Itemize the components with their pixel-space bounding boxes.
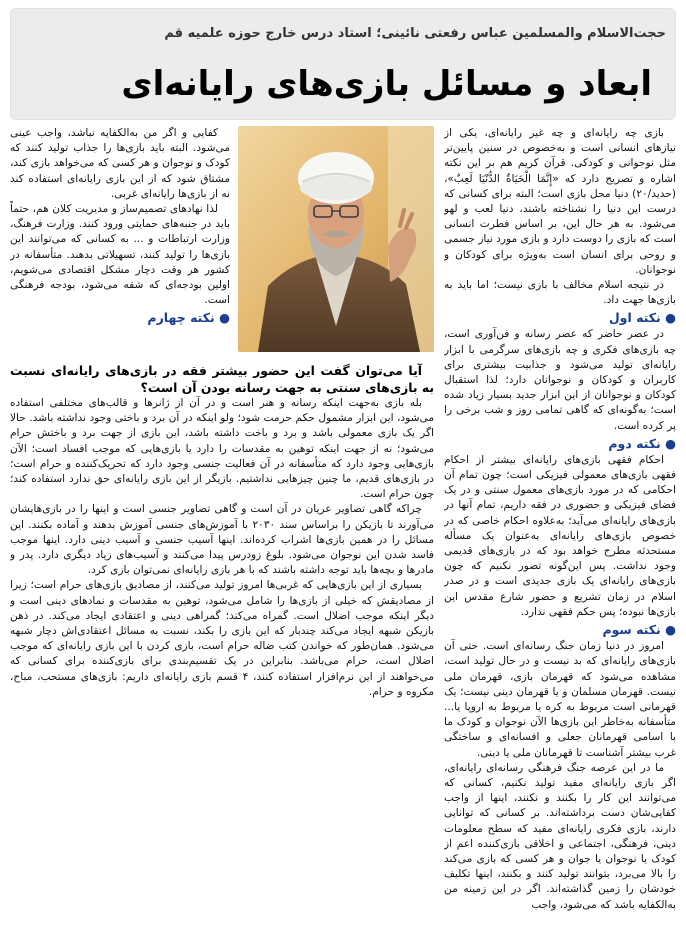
paragraph: بسیاری از این بازی‌هایی که غربی‌ها امروز تولید می‌کنند، از مصادیق بازی‌های حرام است؛ زیرا از مصادیقش که خیلی از بازی‌ها را شامل می‌شود، توهین به مقدسات و نمادهای دینی است و دیگر اینکه موجب اضلال است. گمراه می‌کند؛ گمراهی دینی و اعتقادی ایجاد می‌کند. در ذهن بازیکن شبهه ایجاد می‌کند چندبار که این بازی را بکند، نسبت به مسائل اعتقادی‌اش دچار شبهه می‌شود. همان‌طور که خواندن کتب ضاله حرام است، بازی کردن با این بازی رایانه‌ای که موجب اضلال است، حرام می‌باشد. بنابراین در یک تقسیم‌بندی برای بازی‌کننده برای کسانی که می‌خواهند از این نرم‌افزار استفاده کنند، ۴ قسم بازی رایانه‌ای داریم: بازی‌های مستحب، مباح، مکروه و حرام. <box>10 579 434 698</box>
right-column <box>444 126 676 944</box>
paragraph: لذا نهادهای تصمیم‌ساز و مدیریت کلان هم، حتماً باید در جنبه‌های حمایتی ورود کنند. وزارت فرهنگ، وزارت ارتباطات و ... به کسانی که می‌توانند این بازی‌ها را تولید کنند، تسهیلاتی بدهند. متأسفانه در کشور هر وقت دچار مشکل اقتصادی می‌شویم، اولین بودجه‌ای که شقه می‌شود، بودجه فرهنگی است. <box>10 203 230 307</box>
paragraph: بله بازی به‌جهت اینکه رسانه و هنر است و در آن از ژانرها و قالب‌های مختلفی استفاده می‌شود، این ابزار مشمول حکم حرمت شود؛ ولو اینکه در آن برد و باختی وجود نداشته باشد. حالا اگر یک بازی معمولی باشد و برد و باخت داشته باشد، این بازی از جهت برد و باختش حرام می‌شود؛ نه از جهت اینکه توهین به مقدسات را دارد یا بازی‌هایی که موجب افساد است؛ الآن بازی‌هایی وجود دارد که متأسفانه در آن فعالیت جنسی وجود دارد که تحریک‌کننده و حرام است؛ در بازی‌های قدیم، ما چنین چیزهایی نداشتیم. بازیگر از این بازی رایانه‌ای حق ندارد استفاده کند؛ چون حرام است. <box>10 397 434 501</box>
paragraph: چراکه گاهی تصاویر عریان در آن است و گاهی تصاویر جنسی است و اینها را در بازی‌هایشان می‌آورند تا بازیکن را براساس سند ۲۰۳۰ با آموزش‌های جنسی آموزش بدهند و آماده بکنند. این مسائل را در همین بازی‌ها اشراب کرده‌اند. اینها آسیب جنسی و آسیب دینی دارد. اینها موجب فاسد شدن این نوجوان می‌شود. بلوغ زودرس پیدا می‌کنند و آسیب‌های زیاد دیگری دارد. پدر و مادرها و بچه‌ها باید توجه داشته باشند که با هر بازی رایانه‌ای نمی‌توان بازی کرد. <box>10 503 434 577</box>
article-title: ابعاد و مسائل بازی‌های رایانه‌ای <box>121 64 652 104</box>
left-column <box>10 126 434 944</box>
portrait-photo-icon <box>238 126 434 352</box>
paragraph: کفایی و اگر من به‌الکفایه نباشد، واجب عینی می‌شود. البته باید بازی‌ها را جذاب تولید کنند که کودک و نوجوان و هر کسی که می‌خواهد بازی کند، مشتاق شود که از این بازی رایانه‌ای استفاده کند نه از بازی‌ها رایانه‌ای غربی. <box>10 127 230 200</box>
left-body-text <box>10 362 434 700</box>
section-heading-1: ● نکته اول <box>608 310 676 326</box>
interview-question: آیا می‌توان گفت این حضور بیشتر فقه در بازی‌های رایانه‌ای نسبت به بازی‌های سنتی به جهت رسانه بودن آن است؟ <box>10 363 434 395</box>
paragraph: امروز در دنیا زمان جنگ رسانه‌ای است. حتی آن بازی‌های رایانه‌ای که بد نیست و در حال تولید است، مشاهده می‌شود که قهرمان بازی، قهرمان ملی نیست. قهرمان مسلمان و یا قهرمان دینی نیست؛ یک قهرمانی است مربوط به کره یا مربوط به اروپا یا... متأسفانه به‌خاطر این بازی‌ها الآن نوجوان و کودک ما با اسامی قهرمانان جعلی و افسانه‌ای و ساختگی غرب بیشتر آشناست تا قهرمانان ملی یا دینی. <box>444 640 676 759</box>
section-heading-4: ● نکته چهارم <box>147 310 230 326</box>
bullet-icon: ● <box>660 622 676 638</box>
paragraph: بازی چه رایانه‌ای و چه غیر رایانه‌ای، یکی از نیازهای انسانی است و به‌خصوص در سنین پایین‌تر مثل نوجوانی و کودکی. قرآن کریم هم بر این نکته اشاره و تصریح دارد که «إِنَّمَا الْحَیَاةُ الدُّنْیَا لَعِبٌ»، (حدید/۲۰) دنیا محل بازی است؛ البته برای کسانی که درست این دنیا را نشناخته باشند، دنیا لعب و لهو می‌شود. به هر حال این، بر اساس فطرت انسانی است که بازی را دوست دارد و بازی مورد نیاز جسمی و روحی برای انسان است به‌ویژه برای کودکان و نوجوانان. <box>444 127 676 276</box>
section-heading-2: ● نکته دوم <box>608 435 676 451</box>
paragraph: ما در این عرصه جنگ فرهنگی رسانه‌ای رایانه‌ای، اگر بازی رایانه‌ای مفید تولید نکنیم، کسانی که می‌توانند این کار را بکنند و نکنند، اینها از واجب کفایی‌شان دست برداشته‌اند. بر کسانی که توانایی دارند، بازی فکری رایانه‌ای مفید که سطح معلومات دینی، فرهنگی، اجتماعی و اخلاقی بازی‌کننده اعم از کودک یا نوجوان یا جوان و هر کسی که بازی می‌کند را بالا می‌برد، بتوانند تولید کنند و بکنند، اینها تکلیف خودشان را زمین گذاشته‌اند. اگر در این زمینه من به‌الکفایه باشد که می‌شود، واجب <box>444 761 676 911</box>
paragraph: در عصر حاضر که عصر رسانه و فن‌آوری است، چه بازی‌های فکری و چه بازی‌های سرگرمی با ابزار رایانه‌ای تولید می‌شود و جذابیت بیشتری برای کاربران و کودکان و نوجوانان دارد؛ لذا استقبال کودکان و نوجوانان از این ابزار جدید بسیار زیاد شده است؛ به‌گونه‌ای که گاهی تمامی روز و شب برخی را پر کرده است. <box>444 328 676 432</box>
author-byline: حجت‌الاسلام والمسلمین عباس رفعتی نائینی؛ استاد درس خارج حوزه علمیه قم <box>164 26 666 41</box>
paragraph: در نتیجه اسلام مخالف با بازی نیست؛ اما باید به بازی‌ها جهت داد. <box>444 279 676 307</box>
bullet-icon: ● <box>660 435 676 451</box>
bullet-icon: ● <box>660 310 676 326</box>
bullet-icon: ● <box>214 310 230 326</box>
header-banner <box>10 8 676 120</box>
photo-block <box>10 126 434 362</box>
paragraph: احکام فقهی بازی‌های رایانه‌ای بیشتر از احکام فقهی بازی‌های معمولی فیزیکی است؛ چون تمام آن احکامی که در مورد بازی‌های معمول سنتی و در یک فضای فیزیکی و حضوری در فقه داریم، تمام آنها در بازی‌های رایانه‌ای می‌آید؛ به‌علاوه احکام خاصی که در خصوص بازی‌های رایانه‌ای به‌عنوان یک مسأله مستحدثه مطرح خواهد بود که در بازی‌های قدیمی وجود نداشت. پس این‌گونه تصور نکنیم که چون بازی‌های رایانه‌ای یک بازی جدیدی است و در صدر اسلام در زمان تشریع و حضور شارع مقدس این بازی‌ها نبوده؛ پس حکم فقهی ندارد. <box>444 453 676 618</box>
section-heading-3: ● نکته سوم <box>602 622 676 638</box>
left-top-text <box>10 126 230 358</box>
portrait-photo <box>238 126 434 352</box>
